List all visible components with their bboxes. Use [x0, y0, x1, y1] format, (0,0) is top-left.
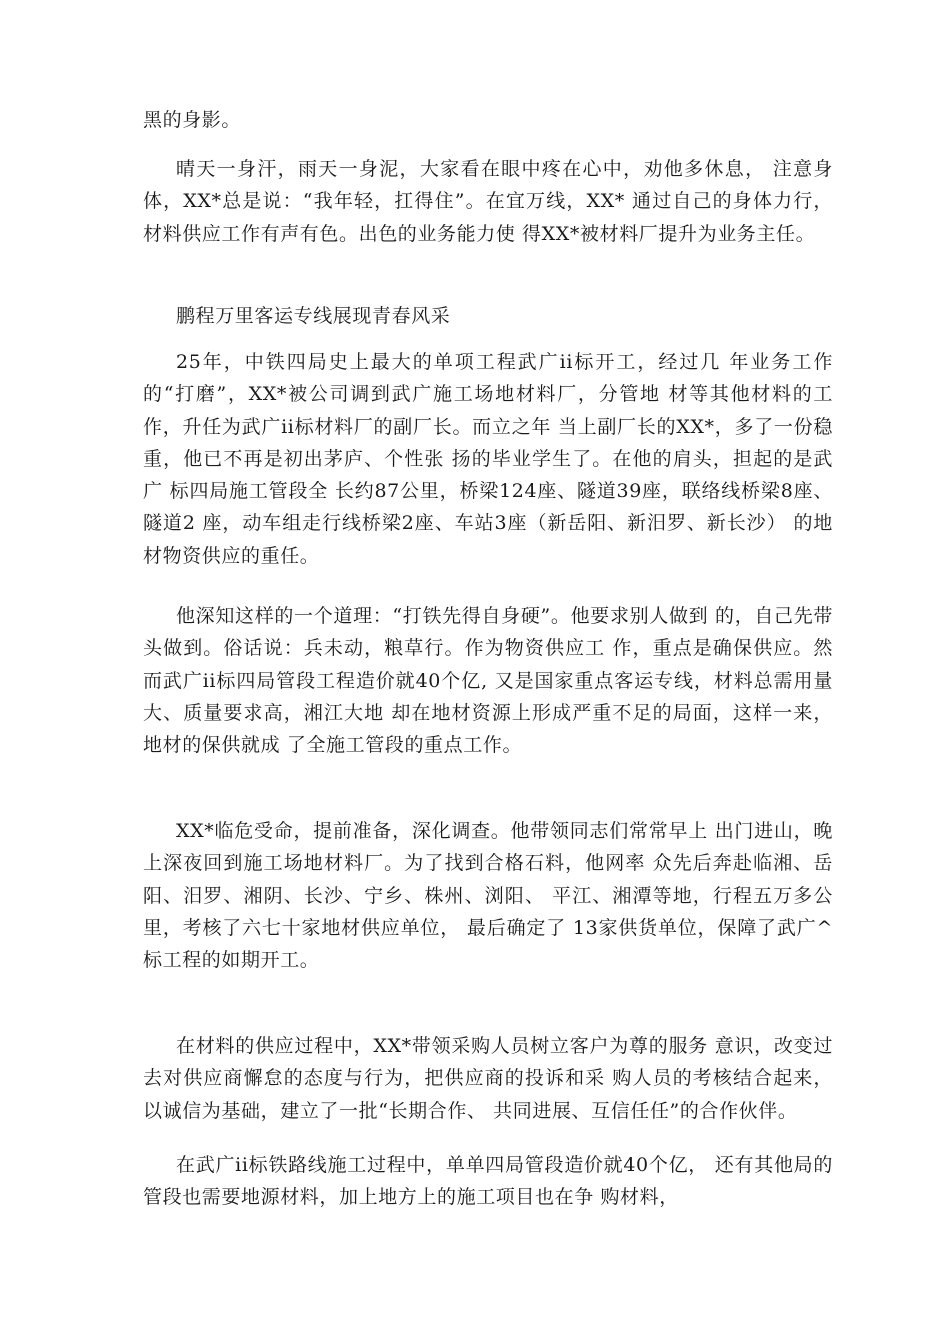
- paragraph-5: 他深知这样的一个道理：“打铁先得自身硬”。他要求别人做到 的，自己先带头做到。俗话说：兵未动，粮草行。作为物资供应工 作，重点是确保供应。然而武广ii标四局管段工程造价就40个亿, 又是国家重点客运专线，材料总需用量大、质量要求高，湘江大地 却在地材资源上形成严重不足的局面，这样一来，地材的保供就成 了全施工管段的重点工作。: [143, 605, 833, 757]
- paragraph-4: 25年，中铁四局史上最大的单项工程武广ii标开工，经过几 年业务工作的“打磨”，XX*被公司调到武广施工场地材料厂，分管地 材等其他材料的工作，升任为武广ii标材料厂的副厂长。而立之年 当上副厂长的XX*，多了一份稳重，他已不再是初出茅庐、个性张 扬的毕业学生了。在他的肩头，担起的是武广 标四局施工管段全 长约87公里，桥梁124座、隧道39座，联络线桥梁8座、隧道2 座，动车组走行线桥梁2座、车站3座（新岳阳、新汨罗、新长沙） 的地材物资供应的重任。: [143, 351, 833, 567]
- paragraph-1: 黑的身影。: [143, 109, 242, 131]
- paragraph-2: 晴天一身汗，雨天一身泥，大家看在眼中疼在心中，劝他多休息， 注意身体，XX*总是说：“我年轻，扛得住”。在宜万线，XX* 通过自己的身体力行，材料供应工作有声有色。出色的业务能力使 得XX*被材料厂提升为业务主任。: [143, 158, 833, 245]
- section-heading: 鹏程万里客运专线展现青春风采: [176, 305, 451, 327]
- paragraph-6: XX*临危受命，提前准备，深化调查。他带领同志们常常早上 出门进山，晚上深夜回到施工场地材料厂。为了找到合格石料，他网率 众先后奔赴临湘、岳阳、汨罗、湘阴、长沙、宁乡、株州、浏阳、 平江、湘潭等地，行程五万多公里，考核了六七十家地材供应单位， 最后确定了 13家供货单位，保障了武广^标工程的如期开工。: [143, 820, 833, 972]
- paragraph-8: 在武广ii标铁路线施工过程中，单单四局管段造价就40个亿， 还有其他局的管段也需要地源材料，加上地方上的施工项目也在争 购材料，: [143, 1154, 833, 1209]
- paragraph-7: 在材料的供应过程中，XX*带领采购人员树立客户为尊的服务 意识，改变过去对供应商懈怠的态度与行为，把供应商的投诉和采 购人员的考核结合起来，以诚信为基础，建立了一批“长期合作、 共同进展、互信任任”的合作伙伴。: [143, 1035, 833, 1122]
